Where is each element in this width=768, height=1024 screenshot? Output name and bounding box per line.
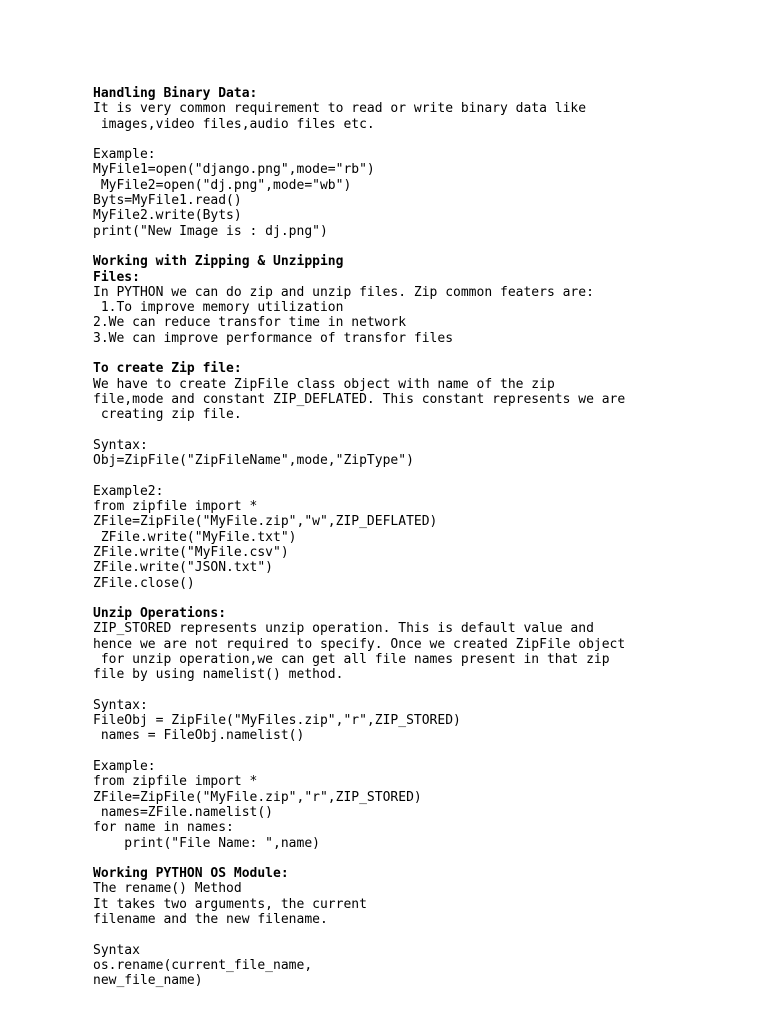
- blank-line: [93, 744, 733, 759]
- text-line: Syntax: [93, 942, 140, 958]
- blank-line: [93, 239, 733, 254]
- blank-line: [93, 423, 733, 438]
- blank-line: [93, 132, 733, 147]
- text-line: Example:: [93, 759, 156, 775]
- text-line: Example:: [93, 147, 156, 163]
- text-line: names=ZFile.namelist(): [93, 804, 274, 820]
- text-line: We have to create ZipFile class object with name of the zip: [93, 376, 555, 392]
- text-line: os.rename(current_file_name,: [93, 957, 313, 973]
- section-heading: Working PYTHON OS Module:: [93, 866, 289, 882]
- section-heading: Working with Zipping & Unzipping: [93, 254, 344, 270]
- text-line: filename and the new filename.: [93, 912, 328, 928]
- text-line: MyFile2.write(Byts): [93, 208, 242, 224]
- text-line: ZFile.write("MyFile.txt"): [93, 529, 297, 545]
- section-heading: To create Zip file:: [93, 361, 242, 377]
- text-line: ZFile.write("MyFile.csv"): [93, 544, 289, 560]
- text-line: Syntax:: [93, 697, 148, 713]
- text-line: for name in names:: [93, 820, 234, 836]
- text-line: 1.To improve memory utilization: [93, 300, 344, 316]
- blank-line: [93, 591, 733, 606]
- text-line: ZFile=ZipFile("MyFile.zip","w",ZIP_DEFLATED): [93, 514, 438, 530]
- blank-line: [93, 346, 733, 361]
- text-line: creating zip file.: [93, 407, 242, 423]
- text-line: In PYTHON we can do zip and unzip files. Zip common featers are:: [93, 284, 594, 300]
- text-line: It is very common requirement to read or write binary data like: [93, 101, 587, 117]
- text-line: print("File Name: ",name): [93, 835, 320, 851]
- text-line: Example2:: [93, 483, 164, 499]
- section-heading: Unzip Operations:: [93, 606, 227, 622]
- blank-line: [93, 468, 733, 483]
- text-line: file,mode and constant ZIP_DEFLATED. This constant represents we are: [93, 391, 626, 407]
- text-line: It takes two arguments, the current: [93, 896, 367, 912]
- document-text: [93, 86, 733, 989]
- text-line: from zipfile import *: [93, 499, 258, 515]
- text-line: Obj=ZipFile("ZipFileName",mode,"ZipType"): [93, 453, 414, 469]
- text-line: MyFile2=open("dj.png",mode="wb"): [93, 177, 352, 193]
- text-line: ZFile.write("JSON.txt"): [93, 560, 274, 576]
- text-line: 3.We can improve performance of transfor files: [93, 330, 454, 346]
- text-line: hence we are not required to specify. Once we created ZipFile object: [93, 636, 626, 652]
- text-line: Syntax:: [93, 437, 148, 453]
- text-line: file by using namelist() method.: [93, 667, 344, 683]
- blank-line: [93, 683, 733, 698]
- text-line: Byts=MyFile1.read(): [93, 193, 242, 209]
- text-line: 2.We can reduce transfor time in network: [93, 315, 407, 331]
- text-line: names = FileObj.namelist(): [93, 728, 305, 744]
- blank-line: [93, 927, 733, 942]
- text-line: MyFile1=open("django.png",mode="rb"): [93, 162, 375, 178]
- text-line: from zipfile import *: [93, 774, 258, 790]
- text-line: print("New Image is : dj.png"): [93, 223, 328, 239]
- text-line: new_file_name): [93, 973, 203, 989]
- text-line: for unzip operation,we can get all file names present in that zip: [93, 651, 610, 667]
- text-line: ZIP_STORED represents unzip operation. This is default value and: [93, 621, 594, 637]
- text-line: FileObj = ZipFile("MyFiles.zip","r",ZIP_STORED): [93, 713, 461, 729]
- text-line: ZFile.close(): [93, 575, 195, 591]
- section-heading: Files:: [93, 269, 140, 285]
- text-line: ZFile=ZipFile("MyFile.zip","r",ZIP_STORED): [93, 789, 422, 805]
- blank-line: [93, 851, 733, 866]
- text-line: images,video files,audio files etc.: [93, 116, 375, 132]
- section-heading: Handling Binary Data:: [93, 86, 258, 101]
- text-line: The rename() Method: [93, 881, 242, 897]
